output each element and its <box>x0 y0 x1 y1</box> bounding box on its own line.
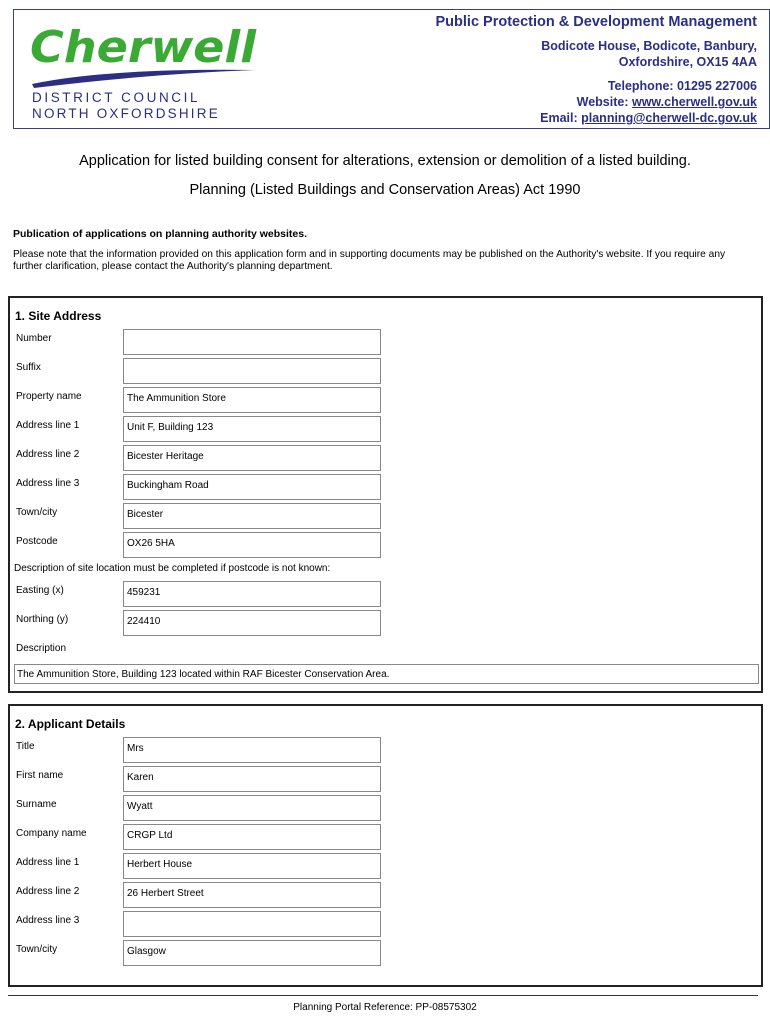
field-label: Property name <box>16 391 82 402</box>
field-label: Town/city <box>16 507 58 518</box>
company-name-field[interactable]: CRGP Ltd <box>123 824 381 850</box>
org-contact-block <box>436 14 757 126</box>
field-label: Address line 1 <box>16 857 80 868</box>
org-telephone: Telephone: 01295 227006 <box>607 79 757 93</box>
first-name-field[interactable]: Karen <box>123 766 381 792</box>
field-label: Suffix <box>16 362 41 373</box>
location-note: Description of site location must be completed if postcode is not known: <box>14 563 331 574</box>
property-name-field[interactable]: The Ammunition Store <box>123 387 381 413</box>
website-link[interactable]: www.cherwell.gov.uk <box>631 95 757 109</box>
field-label: Surname <box>16 799 57 810</box>
field-label: Address line 3 <box>16 478 80 489</box>
northing-field[interactable]: 224410 <box>123 610 381 636</box>
section-title: 2. Applicant Details <box>15 717 126 731</box>
cherwell-logo <box>28 18 260 90</box>
field-label: Number <box>16 333 52 344</box>
field-label: First name <box>16 770 64 781</box>
suffix-field[interactable] <box>123 358 381 384</box>
address-line-1-field[interactable]: Unit F, Building 123 <box>123 416 381 442</box>
field-label: Town/city <box>16 944 58 955</box>
org-email: Email: planning@cherwell-dc.gov.uk <box>540 111 757 125</box>
field-label: Address line 1 <box>16 420 80 431</box>
postcode-field[interactable]: OX26 5HA <box>123 532 381 558</box>
council-line-2: NORTH OXFORDSHIRE <box>32 106 220 121</box>
field-label: Description <box>16 643 67 654</box>
publication-heading: Publication of applications on planning authority websites. <box>13 228 308 240</box>
org-address-line-2: Oxfordshire, OX15 4AA <box>618 55 757 69</box>
description-field[interactable]: The Ammunition Store, Building 123 located within RAF Bicester Conservation Area. <box>14 664 759 684</box>
applicant-town-city-field[interactable]: Glasgow <box>123 940 381 966</box>
surname-field[interactable]: Wyatt <box>123 795 381 821</box>
email-link[interactable]: planning@cherwell-dc.gov.uk <box>581 111 757 125</box>
org-address-line-1: Bodicote House, Bodicote, Banbury, <box>541 39 757 53</box>
applicant-address-line-1-field[interactable]: Herbert House <box>123 853 381 879</box>
form-subtitle: Planning (Listed Buildings and Conservation Areas) Act 1990 <box>189 182 581 198</box>
section-title: 1. Site Address <box>15 309 102 323</box>
address-line-2-field[interactable]: Bicester Heritage <box>123 445 381 471</box>
field-label: Easting (x) <box>16 585 64 596</box>
address-line-3-field[interactable]: Buckingham Road <box>123 474 381 500</box>
footer-divider <box>8 995 758 996</box>
field-label: Address line 3 <box>16 915 80 926</box>
field-label: Address line 2 <box>16 449 80 460</box>
field-label: Address line 2 <box>16 886 80 897</box>
form-title: Application for listed building consent for alterations, extension or demolition of a listed building. <box>79 153 691 169</box>
town-city-field[interactable]: Bicester <box>123 503 381 529</box>
easting-field[interactable]: 459231 <box>123 581 381 607</box>
number-field[interactable] <box>123 329 381 355</box>
applicant-address-line-2-field[interactable]: 26 Herbert Street <box>123 882 381 908</box>
org-website: Website: www.cherwell.gov.uk <box>576 95 757 109</box>
portal-reference: Planning Portal Reference: PP-08575302 <box>293 1002 477 1013</box>
publication-text: Please note that the information provided on this application form and in supporting documents may be published on the Authority's website. If you require any further clarification, please contact the Authority's planning department. <box>13 249 726 272</box>
applicant-address-line-3-field[interactable] <box>123 911 381 937</box>
title-field[interactable]: Mrs <box>123 737 381 763</box>
org-name: Public Protection & Development Management <box>435 14 757 30</box>
council-name <box>32 90 220 122</box>
site-address-section <box>8 296 763 693</box>
field-label: Company name <box>16 828 87 839</box>
field-label: Title <box>16 741 35 752</box>
logo-wordmark: Cherwell <box>30 22 257 73</box>
field-label: Northing (y) <box>16 614 69 625</box>
applicant-details-section <box>8 704 763 987</box>
field-label: Postcode <box>16 536 58 547</box>
council-line-1: DISTRICT COUNCIL <box>32 90 201 105</box>
letterhead <box>13 9 770 129</box>
